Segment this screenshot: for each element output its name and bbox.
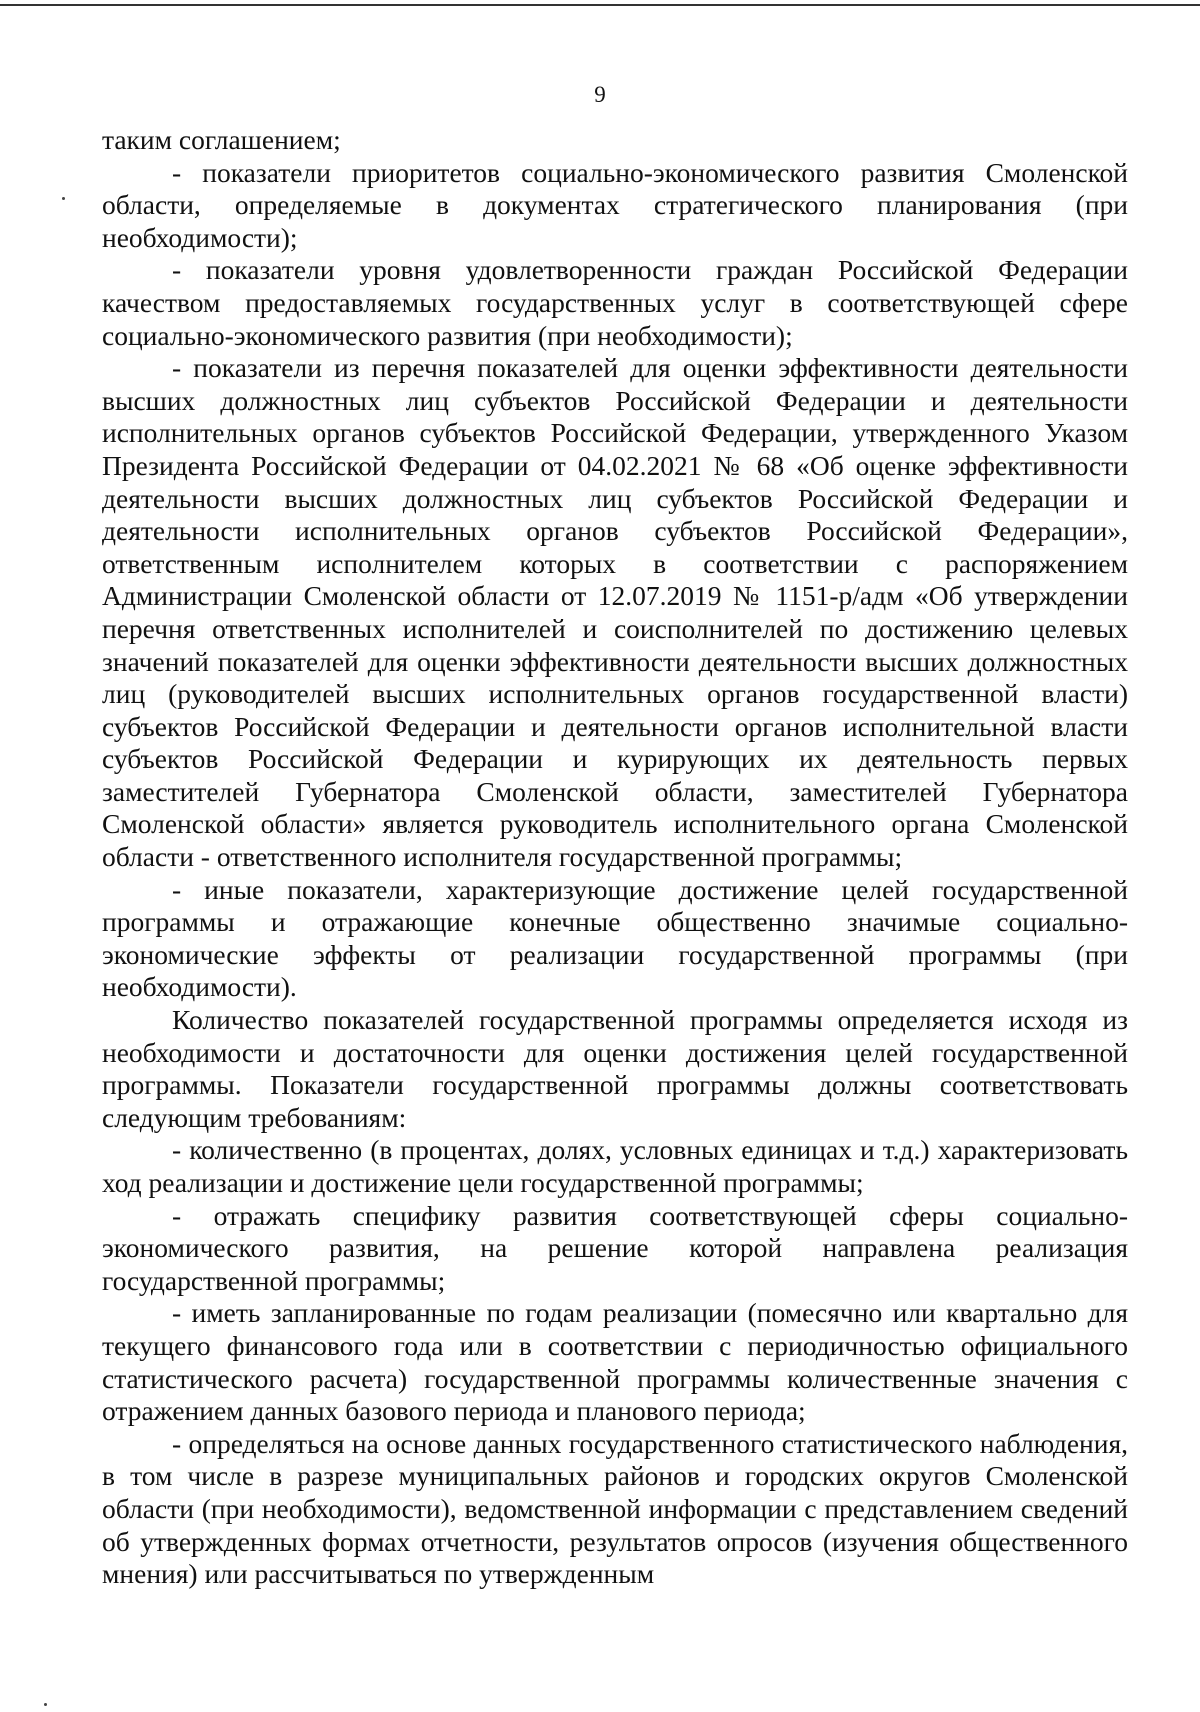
paragraph-list-item: - показатели из перечня показателей для оценки эффективности деятельности высших должностных лиц субъектов Российской Федерации и деятельности исполнительных органов субъектов Российской Федерации, утвержденного Указом Президента Российской Федерации от 04.02.2021 № 68 «Об оценке эффективности деятельности высших должностных лиц субъектов Российской Федерации и деятельности исполнительных органов субъектов Российской Федерации», ответственным исполнителем которых в соответствии с распоряжением Администрации Смоленской области от 12.07.2019 № 1151-р/адм «Об утверждении перечня ответственных исполнителей и соисполнителей по достижению целевых значений показателей для оценки эффективности деятельности высших должностных лиц (руководителей высших исполнительных органов государственной власти) субъектов Российской Федерации и деятельности органов исполнительной власти субъектов Российской Федерации и курирующих их деятельность первых заместителей Губернатора Смоленской области, заместителей Губернатора Смоленской области» является руководитель исполнительного органа Смоленской области - ответственного исполнителя государственной программы; (102, 352, 1128, 873)
scan-speck (44, 1703, 47, 1706)
document-body (102, 124, 1128, 1591)
paragraph-list-item: - определяться на основе данных государственного статистического наблюдения, в том числе в разрезе муниципальных районов и городских округов Смоленской области (при необходимости), ведомственной информации с представлением сведений об утвержденных формах отчетности, результатов опросов (изучения общественного мнения) или рассчитываться по утвержденным (102, 1427, 1128, 1590)
paragraph-list-item: - иные показатели, характеризующие достижение целей государственной программы и отражающие конечные общественно значимые социально-экономические эффекты от реализации государственной программы (при необходимости). (102, 873, 1128, 1003)
paragraph-list-item: - количественно (в процентах, долях, условных единицах и т.д.) характеризовать ход реализации и достижение цели государственной программы; (102, 1134, 1128, 1198)
scan-speck (62, 197, 65, 200)
paragraph-list-item: - показатели уровня удовлетворенности граждан Российской Федерации качеством предоставляемых государственных услуг в соответствующей сфере социально-экономического развития (при необходимости); (102, 254, 1128, 351)
paragraph-continuation: таким соглашением; (102, 124, 341, 155)
paragraph-list-item: - отражать специфику развития соответствующей сферы социально-экономического развития, на решение которой направлена реализация государственной программы; (102, 1199, 1128, 1296)
page-number: 9 (594, 82, 606, 107)
paragraph-list-item: - показатели приоритетов социально-экономического развития Смоленской области, определяемые в документах стратегического планирования (при необходимости); (102, 156, 1128, 253)
paragraph-list-item: - иметь запланированные по годам реализации (помесячно или квартально для текущего финансового года или в соответствии с периодичностью официального статистического расчета) государственной программы количественные значения с отражением данных базового периода и планового периода; (102, 1297, 1128, 1427)
scan-top-edge (0, 4, 1200, 6)
paragraph: Количество показателей государственной программы определяется исходя из необходимости и достаточности для оценки достижения целей государственной программы. Показатели государственной программы должны соответствовать следующим требованиям: (102, 1004, 1128, 1133)
